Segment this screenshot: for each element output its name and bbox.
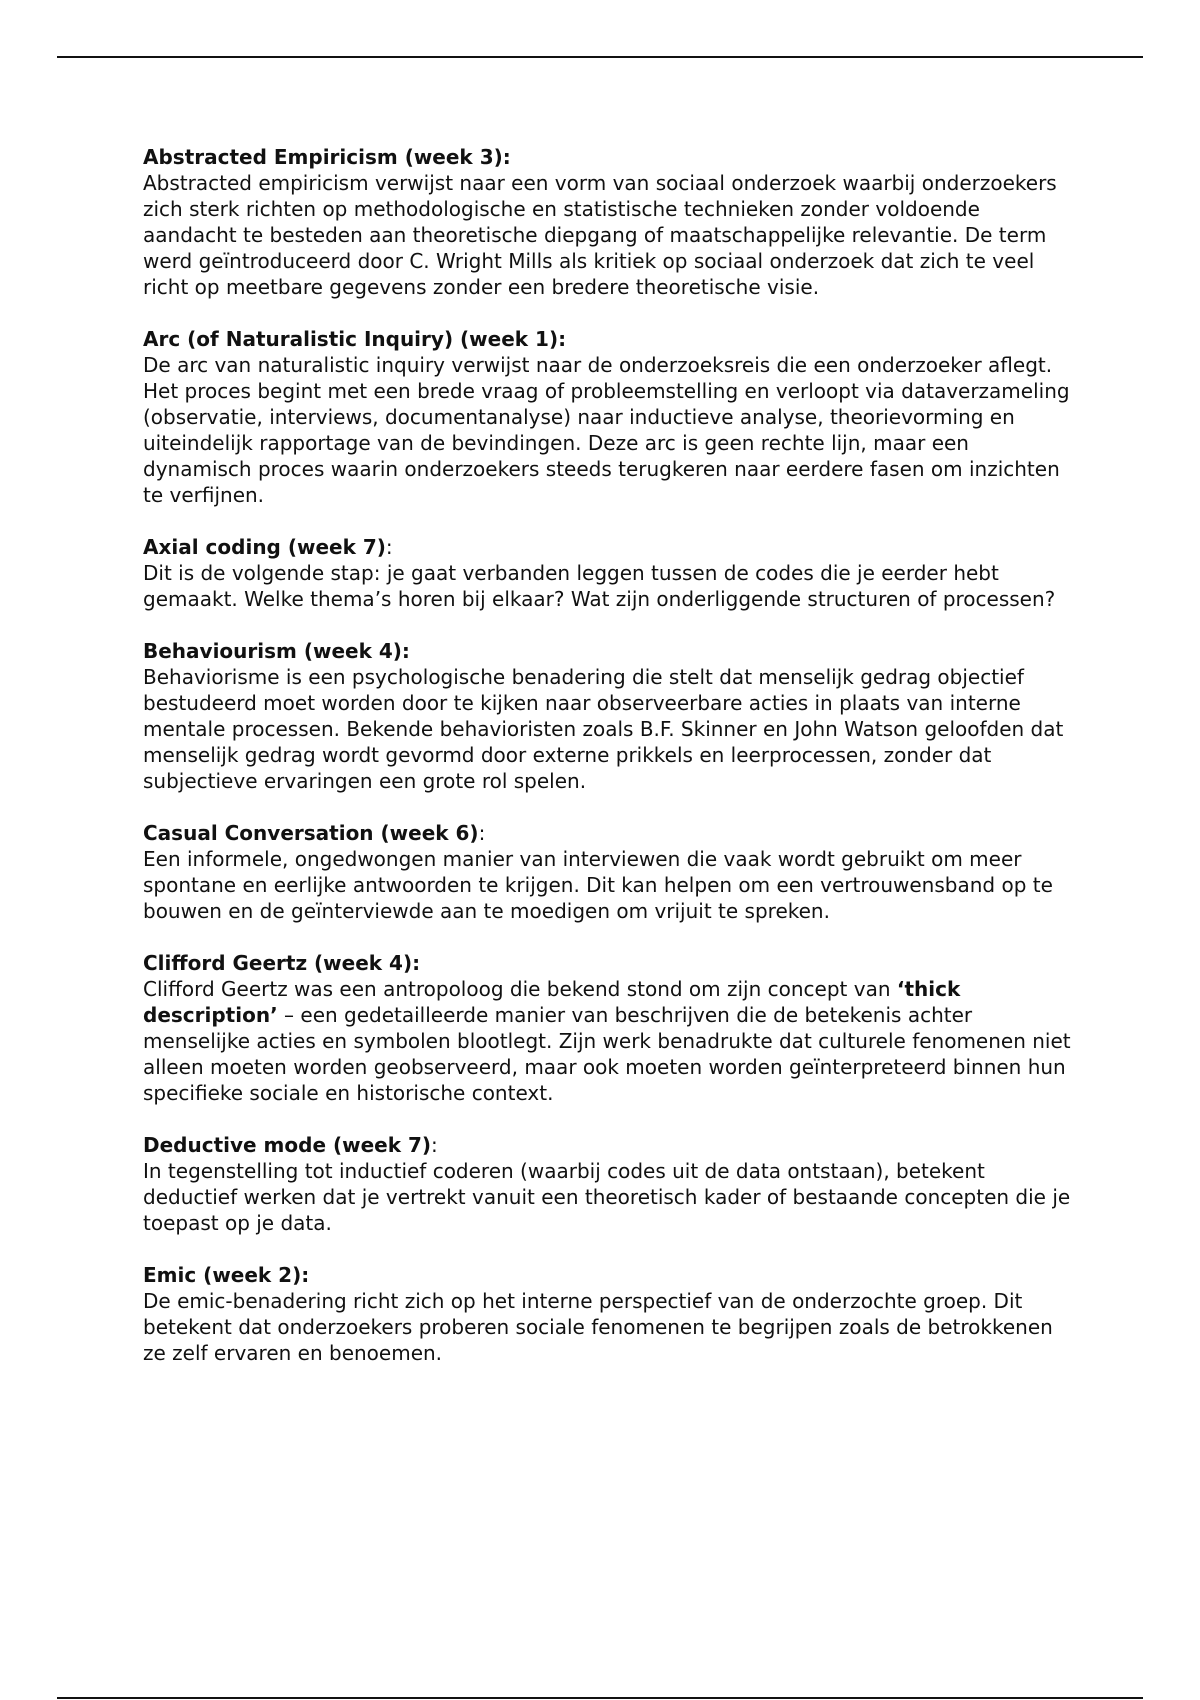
thick-description-emphasis: ‘thick description’ (143, 977, 961, 1027)
entry-term: Deductive mode (week 7): (143, 1133, 438, 1157)
entry-definition: In tegenstelling tot inductief coderen (waarbij codes uit de data ontstaan), betekent deductief werken dat je vertrekt vanuit een theoretisch kader of bestaande concepten die je toepast op je data. (143, 1159, 1071, 1235)
entry-definition: Dit is de volgende stap: je gaat verbanden leggen tussen de codes die je eerder hebt gemaakt. Welke thema’s horen bij elkaar? Wat zijn onderliggende structuren of processen? (143, 561, 1056, 611)
entry-definition: De arc van naturalistic inquiry verwijst naar de onderzoeksreis die een onderzoeker aflegt. Het proces begint met een brede vraag of probleemstelling en verloopt via dataverzameling (observatie, interviews, documentanalyse) naar inductieve analyse, theorievorming en uiteindelijk rapportage van de bevindingen. Deze arc is geen rechte lijn, maar een dynamisch proces waarin onderzoekers steeds terugkeren naar eerdere fasen om inzichten te verfijnen. (143, 353, 1070, 507)
entry-definition: Een informele, ongedwongen manier van interviewen die vaak wordt gebruikt om meer spontane en eerlijke antwoorden te krijgen. Dit kan helpen om een vertrouwensband op te bouwen en de geïnterviewde aan te moedigen om vrijuit te spreken. (143, 847, 1053, 923)
glossary-entry-arc (143, 326, 1073, 508)
entry-term: Emic (week 2): (143, 1263, 310, 1287)
glossary-entry-behaviourism (143, 638, 1073, 794)
glossary-entry-clifford-geertz (143, 950, 1073, 1106)
glossary-content (143, 144, 1073, 1392)
entry-term: Arc (of Naturalistic Inquiry) (week 1): (143, 327, 567, 351)
entry-definition: Abstracted empiricism verwijst naar een vorm van sociaal onderzoek waarbij onderzoekers zich sterk richten op methodologische en statistische technieken zonder voldoende aandacht te besteden aan theoretische diepgang of maatschappelijke relevantie. De term werd geïntroduceerd door C. Wright Mills als kritiek op sociaal onderzoek dat zich te veel richt op meetbare gegevens zonder een bredere theoretische visie. (143, 171, 1057, 299)
glossary-entry-casual-conversation (143, 820, 1073, 924)
entry-term: Behaviourism (week 4): (143, 639, 410, 663)
entry-term: Casual Conversation (week 6): (143, 821, 486, 845)
top-rule (57, 56, 1143, 58)
glossary-entry-axial-coding (143, 534, 1073, 612)
entry-definition: Behaviorisme is een psychologische benadering die stelt dat menselijk gedrag objectief bestudeerd moet worden door te kijken naar observeerbare acties in plaats van interne mentale processen. Bekende behavioristen zoals B.F. Skinner en John Watson geloofden dat menselijk gedrag wordt gevormd door externe prikkels en leerprocessen, zonder dat subjectieve ervaringen een grote rol spelen. (143, 665, 1064, 793)
entry-definition: De emic-benadering richt zich op het interne perspectief van de onderzochte groep. Dit betekent dat onderzoekers proberen sociale fenomenen te begrijpen zoals de betrokkenen ze zelf ervaren en benoemen. (143, 1289, 1053, 1365)
bottom-rule (57, 1697, 1143, 1699)
entry-term: Clifford Geertz (week 4): (143, 951, 421, 975)
glossary-entry-emic (143, 1262, 1073, 1366)
entry-term: Axial coding (week 7): (143, 535, 393, 559)
glossary-entry-abstracted-empiricism (143, 144, 1073, 300)
entry-definition: Clifford Geertz was een antropoloog die bekend stond om zijn concept van ‘thick description’ – een gedetailleerde manier van beschrijven die de betekenis achter menselijke acties en symbolen blootlegt. Zijn werk benadrukte dat culturele fenomenen niet alleen moeten worden geobserveerd, maar ook moeten worden geïnterpreteerd binnen hun specifieke sociale en historische context. (143, 977, 1071, 1105)
entry-term: Abstracted Empiricism (week 3): (143, 145, 511, 169)
glossary-entry-deductive-mode (143, 1132, 1073, 1236)
